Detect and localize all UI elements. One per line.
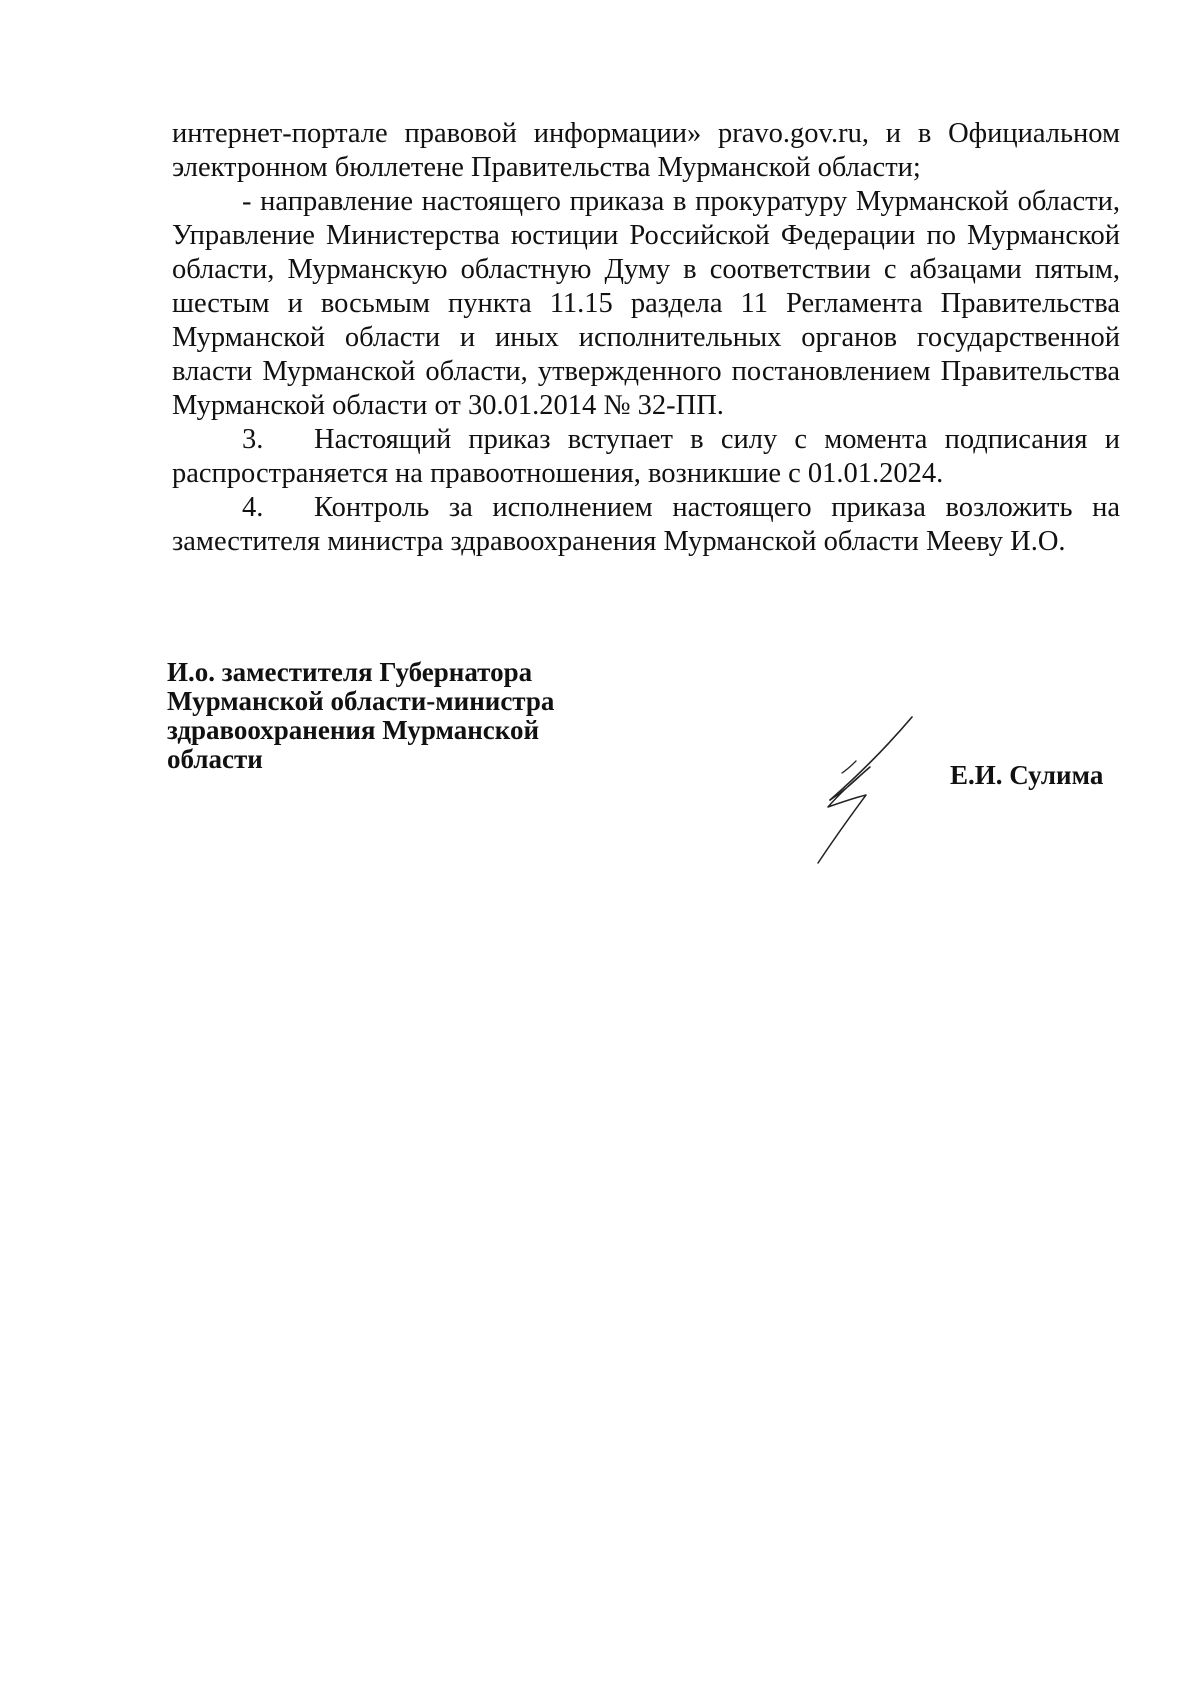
item-4-number: 4.	[242, 492, 264, 523]
item-3-number: 3.	[242, 424, 264, 455]
signatory-position	[167, 658, 637, 774]
signatory-position-line: здравоохранения Мурманской	[167, 715, 540, 745]
item-4-text: Контроль за исполнением настоящего приказа возложить на заместителя министра здравоохранения Мурманской области Мееву И.О.	[172, 492, 1120, 557]
signatory-position-line: И.о. заместителя Губернатора	[167, 657, 533, 687]
signatory-position-line: области	[167, 744, 263, 774]
item-3-text: Настоящий приказ вступает в силу с момента подписания и распространяется на правоотношения, возникшие с 01.01.2024.	[172, 424, 1120, 489]
signatory-name: Е.И. Сулима	[950, 760, 1104, 790]
signatory-position-line: Мурманской области-министра	[167, 686, 555, 716]
paragraph-continuation: интернет-портале правовой информации» pravo.gov.ru, и в Официальном электронном бюллетене Правительства Мурманской области;	[172, 118, 1120, 183]
paragraph-item-3	[172, 423, 1120, 491]
document-body	[172, 117, 1120, 559]
handwritten-signature	[800, 715, 920, 865]
paragraph-direction: - направление настоящего приказа в прокуратуру Мурманской области, Управление Министерства юстиции Российской Федерации по Мурманской области, Мурманскую областную Думу в соответствии с абзацами пятым, шестым и восьмым пункта 11.15 раздела 11 Регламента Правительства Мурманской области и иных исполнительных органов государственной власти Мурманской области, утвержденного постановлением Правительства Мурманской области от 30.01.2014 № 32-ПП.	[172, 186, 1120, 421]
paragraph-item-4	[172, 491, 1120, 559]
